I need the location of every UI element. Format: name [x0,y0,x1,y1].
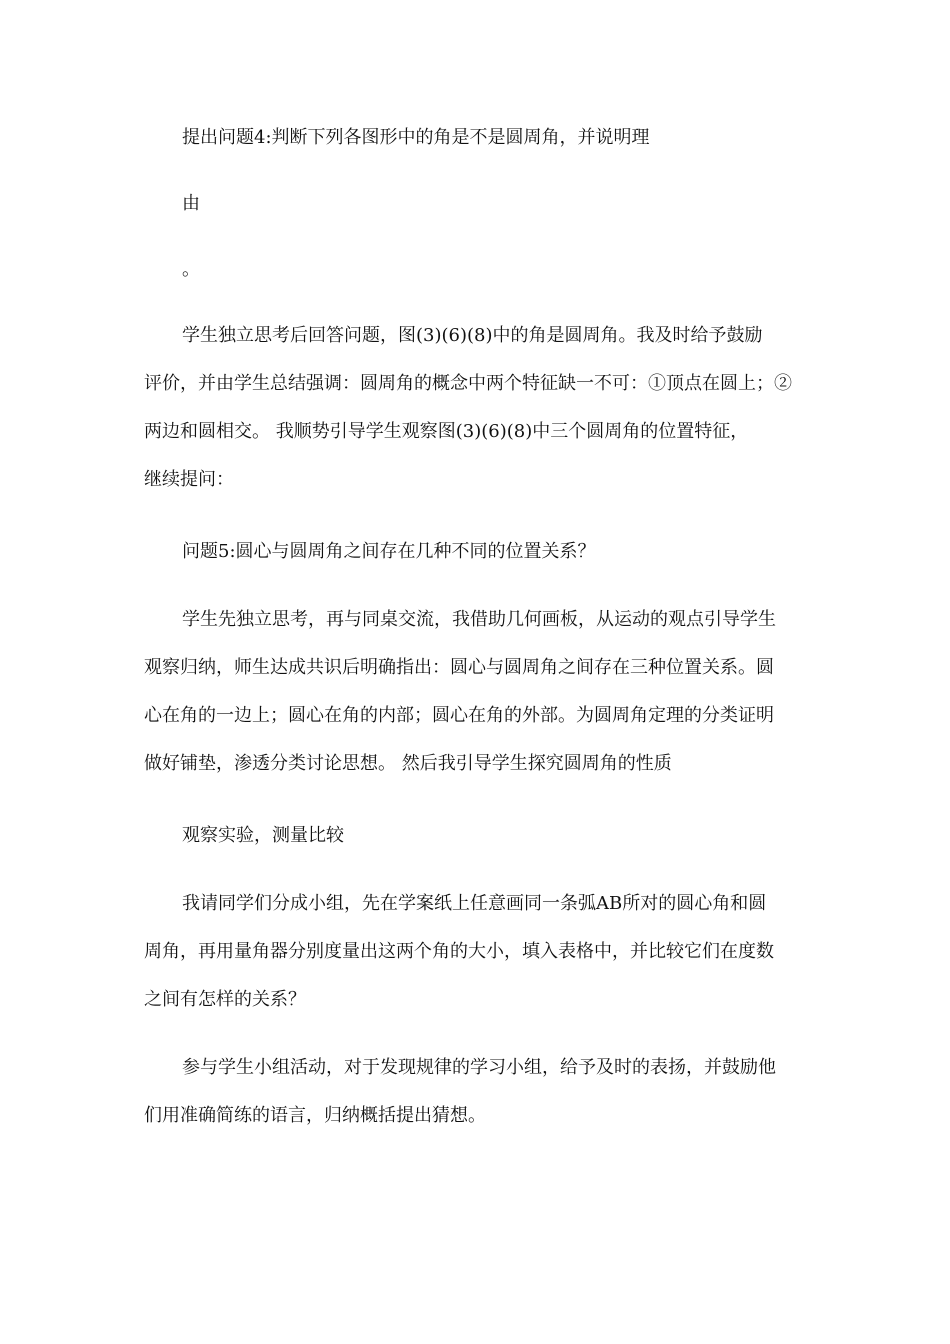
question-4-continuation: 由 [182,193,200,214]
paragraph-experiment-line-3: 之间有怎样的关系？ [144,989,306,1010]
paragraph-answer-line-3: 两边和圆相交。 我顺势引导学生观察图(3)(6)(8)中三个圆周角的位置特征， [144,421,749,442]
paragraph-experiment-line-2: 周角，再用量角器分别度量出这两个角的大小，填入表格中，并比较它们在度数 [144,941,774,962]
paragraph-discussion-line-3: 心在角的一边上；圆心在角的内部；圆心在角的外部。为圆周角定理的分类证明 [144,705,774,726]
paragraph-discussion-line-1: 学生先独立思考，再与同桌交流，我借助几何画板，从运动的观点引导学生 [182,609,776,630]
paragraph-answer-line-1: 学生独立思考后回答问题，图(3)(6)(8)中的角是圆周角。我及时给予鼓励 [182,325,763,346]
paragraph-discussion-line-2: 观察归纳，师生达成共识后明确指出：圆心与圆周角之间存在三种位置关系。圆 [144,657,774,678]
paragraph-group-line-1: 参与学生小组活动，对于发现规律的学习小组，给予及时的表扬，并鼓励他 [182,1057,776,1078]
paragraph-answer-line-2: 评价，并由学生总结强调：圆周角的概念中两个特征缺一不可：①顶点在圆上；② [144,373,792,394]
paragraph-experiment-line-1: 我请同学们分成小组，先在学案纸上任意画同一条弧AB所对的圆心角和圆 [182,893,767,914]
paragraph-answer-line-4: 继续提问： [144,469,234,490]
section-heading-experiment: 观察实验，测量比较 [182,825,344,846]
question-5-text: 问题5:圆心与圆周角之间存在几种不同的位置关系？ [182,541,596,562]
question-4-text: 提出问题4:判断下列各图形中的角是不是圆周角，并说明理 [182,127,650,148]
question-4-end-mark: 。 [182,259,200,280]
paragraph-discussion-line-4: 做好铺垫，渗透分类讨论思想。 然后我引导学生探究圆周角的性质 [144,753,672,774]
paragraph-group-line-2: 们用准确简练的语言，归纳概括提出猜想。 [144,1105,486,1126]
